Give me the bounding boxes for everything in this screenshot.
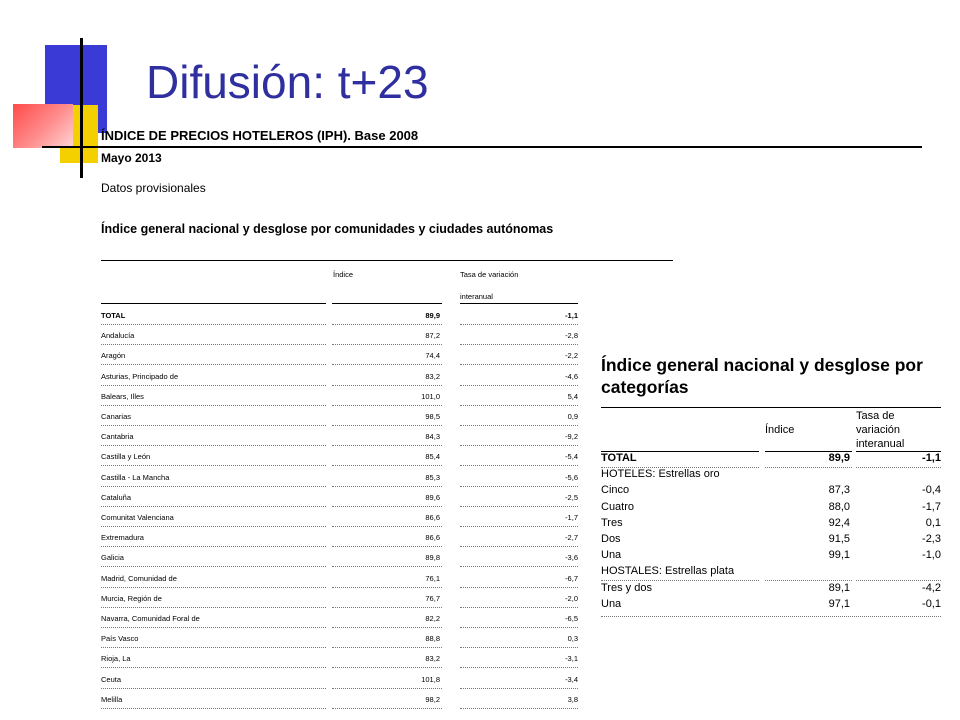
left-row-index: 89,6: [425, 492, 440, 502]
left-row-name: Ceuta: [101, 674, 122, 684]
left-row-divider: [332, 708, 442, 709]
right-row-name: Tres y dos: [601, 581, 652, 594]
slide-title: Difusión: t+23: [146, 56, 429, 108]
left-row-index: 88,8: [425, 634, 440, 644]
left-row-name: Galicia: [101, 553, 124, 563]
report-status: Datos provisionales: [101, 181, 206, 195]
left-row-rate: 0,3: [567, 634, 578, 644]
right-row-rate: -1,7: [922, 500, 941, 513]
left-row-divider: [101, 445, 326, 446]
left-row-divider: [101, 647, 326, 648]
left-row-divider: [332, 647, 442, 648]
right-row-index: 91,5: [828, 533, 850, 545]
left-row-index: 101,8: [421, 674, 440, 684]
left-row-divider: [332, 566, 442, 567]
right-row-name: Cinco: [601, 484, 630, 497]
left-row-index: 87,2: [425, 331, 440, 341]
right-col-index-header: Índice: [765, 424, 795, 436]
left-row-divider: [101, 627, 326, 628]
left-row-index: 85,3: [425, 472, 440, 482]
right-row-name: TOTAL: [601, 452, 637, 464]
left-header-rule: [460, 303, 578, 304]
left-row-name: Madrid, Comunidad de: [101, 573, 177, 583]
left-row-divider: [101, 486, 326, 487]
left-row-divider: [101, 405, 326, 406]
left-row-divider: [332, 465, 442, 466]
left-row-divider: [460, 364, 578, 365]
left-col-rate-header-line1: Tasa de variación: [460, 270, 519, 279]
right-row-name: Tres: [601, 516, 623, 529]
right-col-rate-header-line1: Tasa de: [856, 410, 895, 422]
left-row-rate: -6,5: [565, 614, 578, 623]
left-row-divider: [332, 486, 442, 487]
left-row-index: 86,6: [425, 533, 440, 543]
left-row-divider: [332, 546, 442, 547]
left-row-divider: [101, 546, 326, 547]
left-row-index: 98,5: [425, 412, 440, 421]
right-row-name: HOSTALES: Estrellas plata: [601, 565, 735, 578]
left-row-divider: [460, 425, 578, 426]
left-row-divider: [101, 425, 326, 426]
left-row-rate: -2,5: [565, 492, 578, 502]
left-col-index-header: Índice: [333, 270, 354, 279]
report-period: Mayo 2013: [101, 151, 162, 165]
right-row-rate: 0,1: [925, 516, 941, 529]
left-row-index: 89,8: [425, 553, 440, 563]
left-row-divider: [101, 465, 326, 466]
left-row-divider: [332, 324, 442, 325]
left-row-divider: [101, 324, 326, 325]
left-row-name: TOTAL: [101, 311, 126, 320]
left-row-index: 83,2: [425, 371, 440, 381]
left-row-rate: -3,1: [565, 654, 578, 664]
right-row-index: 89,1: [828, 581, 850, 594]
right-col-rate-header-line3: interanual: [856, 438, 905, 450]
right-row-rate: -2,3: [922, 533, 941, 545]
left-row-divider: [101, 708, 326, 709]
left-row-divider: [101, 344, 326, 345]
left-row-divider: [101, 364, 326, 365]
left-row-rate: 3,8: [567, 694, 578, 704]
left-row-rate: -4,6: [565, 371, 578, 381]
left-row-divider: [101, 688, 326, 689]
left-row-index: 84,3: [425, 432, 440, 442]
left-row-divider: [332, 405, 442, 406]
left-row-name: Aragón: [101, 351, 126, 361]
left-row-divider: [460, 506, 578, 507]
left-row-index: 82,2: [425, 614, 440, 623]
left-row-divider: [101, 566, 326, 567]
right-row-index: 92,4: [828, 516, 850, 529]
left-row-name: Navarra, Comunidad Foral de: [101, 614, 200, 623]
right-row-index: 89,9: [828, 452, 850, 464]
left-row-divider: [101, 526, 326, 527]
left-row-index: 85,4: [425, 452, 440, 462]
left-row-divider: [460, 688, 578, 689]
left-row-index: 74,4: [425, 351, 440, 361]
left-row-name: Andalucía: [101, 331, 135, 341]
left-row-divider: [460, 708, 578, 709]
left-row-divider: [332, 526, 442, 527]
right-table-title: Índice general nacional y desglose por categorías: [601, 355, 923, 397]
left-col-rate-header-line2: interanual: [460, 292, 493, 301]
left-row-divider: [460, 526, 578, 527]
left-row-divider: [332, 364, 442, 365]
left-header-rule: [332, 303, 442, 304]
left-row-divider: [460, 405, 578, 406]
left-row-divider: [332, 587, 442, 588]
left-row-divider: [332, 607, 442, 608]
decor-vertical-line: [80, 38, 83, 178]
right-row-name: Una: [601, 549, 622, 562]
left-row-divider: [460, 627, 578, 628]
left-row-name: Canarias: [101, 412, 132, 421]
left-table-top-rule: [101, 260, 673, 261]
right-row-rate: -0,1: [922, 597, 941, 610]
left-row-rate: -1,1: [565, 311, 578, 320]
left-row-name: Rioja, La: [101, 654, 131, 664]
left-row-divider: [101, 607, 326, 608]
left-row-name: Cataluña: [101, 492, 132, 502]
left-row-index: 86,6: [425, 513, 440, 522]
left-row-divider: [332, 445, 442, 446]
right-row-index: 87,3: [828, 484, 850, 497]
left-row-index: 76,1: [425, 573, 440, 583]
left-row-rate: -9,2: [565, 432, 578, 442]
left-row-name: País Vasco: [101, 634, 139, 644]
left-row-divider: [460, 324, 578, 325]
left-row-rate: -6,7: [565, 573, 578, 583]
right-row-name: Dos: [601, 533, 621, 545]
left-row-divider: [101, 587, 326, 588]
left-row-rate: -5,4: [565, 452, 578, 462]
right-row-name: Una: [601, 597, 622, 610]
decor-red-square: [13, 104, 73, 148]
left-row-rate: -2,0: [565, 593, 578, 603]
left-row-divider: [332, 688, 442, 689]
right-row-rate: -4,2: [922, 581, 941, 594]
left-row-rate: -2,8: [565, 331, 578, 341]
left-row-divider: [460, 587, 578, 588]
left-row-index: 83,2: [425, 654, 440, 664]
left-row-name: Extremadura: [101, 533, 144, 543]
left-row-divider: [101, 385, 326, 386]
right-col-rate-header-line2: variación: [856, 424, 901, 436]
left-row-name: Murcia, Región de: [101, 593, 162, 603]
left-row-divider: [332, 425, 442, 426]
left-row-index: 101,0: [421, 391, 440, 401]
left-row-rate: -1,7: [565, 513, 578, 522]
left-header-rule: [101, 303, 326, 304]
left-row-name: Castilla - La Mancha: [101, 472, 170, 482]
left-row-name: Cantabria: [101, 432, 134, 442]
left-row-divider: [101, 667, 326, 668]
right-table-top-rule: [601, 407, 941, 408]
left-row-divider: [460, 667, 578, 668]
left-row-divider: [332, 667, 442, 668]
left-row-divider: [460, 486, 578, 487]
left-row-divider: [332, 506, 442, 507]
left-row-name: Asturias, Principado de: [101, 371, 179, 381]
right-row-divider: [856, 467, 941, 468]
left-row-rate: -3,4: [565, 674, 578, 684]
left-row-index: 89,9: [425, 311, 440, 320]
left-row-divider: [332, 385, 442, 386]
right-row-index: 97,1: [828, 597, 850, 610]
left-row-divider: [460, 445, 578, 446]
right-row-name: Cuatro: [601, 500, 635, 513]
left-row-divider: [460, 385, 578, 386]
left-row-index: 98,2: [425, 694, 440, 704]
right-row-divider: [765, 467, 852, 468]
left-row-divider: [460, 465, 578, 466]
left-row-name: Comunitat Valenciana: [101, 513, 174, 522]
left-row-rate: -3,6: [565, 553, 578, 563]
left-row-name: Melilla: [101, 694, 123, 704]
left-row-divider: [332, 627, 442, 628]
left-row-rate: 0,9: [567, 412, 578, 421]
right-row-rate: -1,0: [922, 549, 941, 562]
left-row-name: Balears, Illes: [101, 391, 144, 401]
report-title: ÍNDICE DE PRECIOS HOTELEROS (IPH). Base 2008: [101, 128, 419, 143]
right-row-index: 88,0: [828, 500, 850, 513]
right-row-index: 99,1: [828, 549, 850, 562]
right-row-name: HOTELES: Estrellas oro: [601, 468, 720, 481]
left-row-divider: [460, 566, 578, 567]
left-row-divider: [460, 647, 578, 648]
left-row-divider: [460, 344, 578, 345]
right-row-rate: -0,4: [922, 484, 941, 497]
right-table-bottom-rule: [601, 616, 941, 617]
left-row-divider: [460, 546, 578, 547]
right-row-rate: -1,1: [922, 452, 941, 464]
left-row-name: Castilla y León: [101, 452, 151, 462]
left-row-rate: 5,4: [567, 391, 578, 401]
left-table-title: Índice general nacional y desglose por comunidades y ciudades autónomas: [101, 222, 554, 236]
left-row-rate: -2,7: [565, 533, 578, 543]
decor-horizontal-line: [42, 146, 922, 148]
left-row-rate: -2,2: [565, 351, 578, 361]
left-row-rate: -5,6: [565, 472, 578, 482]
left-row-divider: [101, 506, 326, 507]
left-row-divider: [460, 607, 578, 608]
left-row-index: 76,7: [425, 593, 440, 603]
left-row-divider: [332, 344, 442, 345]
